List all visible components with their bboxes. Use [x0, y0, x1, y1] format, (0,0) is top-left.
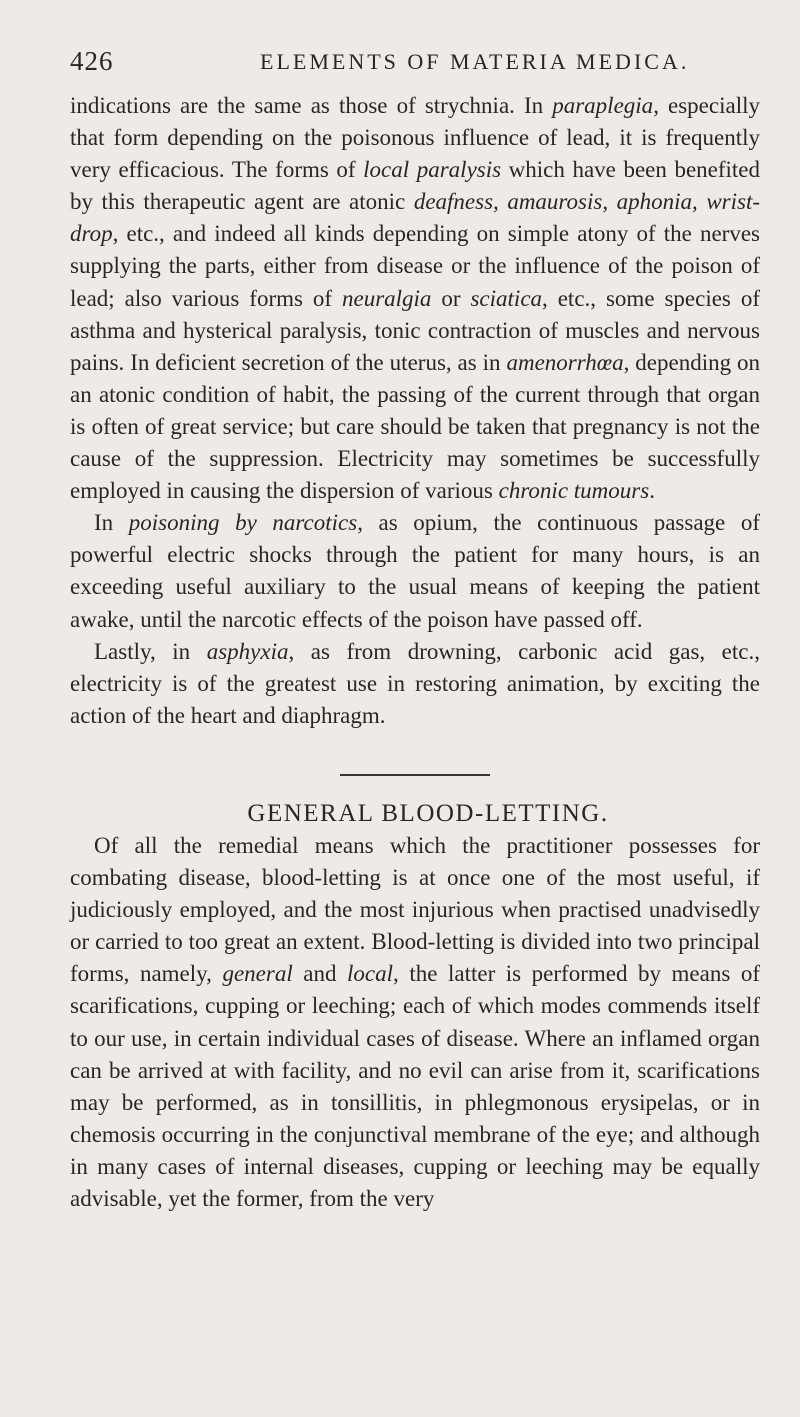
section-heading: GENERAL BLOOD-LETTING. — [247, 799, 609, 827]
text-run: In — [94, 510, 129, 536]
italic-term: chronic tumours — [498, 478, 650, 504]
text-run: , as from drowning, carbonic acid gas, etc., electricity is of the greatest use in restoring animation, by exciting the action of the heart and diaphragm. — [70, 638, 760, 728]
running-head — [70, 46, 760, 76]
italic-term: neuralgia — [341, 285, 432, 311]
text-run: Of all the remedial means which the practitioner possesses for combating disease, blood-letting is at once one of the most useful, if judiciously employed, and the most injurious when practised unadvisedly or carried to too great an extent. Blood-letting is divided into two principal forms, namely, — [70, 832, 760, 987]
text-run: , depending on an atonic condition of habit, the passing of the current through that organ is often of great service; but care should be taken that pregnancy is not the cause of the suppression. Electricity may sometimes be successfully employed in causing the dispersion of various — [70, 349, 760, 504]
text-run: . — [649, 478, 655, 504]
text-run: which have been benefited by this therapeutic agent are atonic — [70, 157, 761, 215]
italic-term: local paralysis — [363, 157, 502, 183]
text-run: and — [292, 961, 348, 987]
italic-term: local — [347, 961, 394, 987]
paragraph-electricity-indications — [70, 90, 760, 507]
italic-term: general — [222, 961, 293, 987]
italic-term: amenorrhœa — [506, 349, 624, 375]
italic-term: paraplegia — [552, 93, 654, 118]
italic-term: poisoning by narcotics — [128, 510, 358, 536]
text-run: , etc., and indeed all kinds depending on simple atony of the nerves supplying the parts, either from disease or the influence of the poison of lead; also various forms of — [70, 221, 760, 311]
italic-term: sciatica — [470, 285, 543, 311]
text-run: , as opium, the continuous passage of powerful electric shocks through the patient for many hours, is an exceeding useful auxiliary to the usual means of keeping the patient awake, until the narcotic effects of the poison have passed off. — [70, 510, 760, 632]
text-run: , the latter is performed by means of scarifications, cupping or leeching; each of which modes commends itself to our use, in certain individual cases of disease. Where an inflamed organ can be arrived at with facility, and no evil can arise from it, scarifications may be performed, as in tonsillitis, in phlegmonous erysipelas, or in chemosis occurring in the conjunctival membrane of the eye; and although in many cases of internal diseases, cupping or leeching may be equally advisable, yet the former, from the very — [70, 961, 761, 1211]
text-run: indications are the same as those of strychnia. In — [70, 93, 553, 118]
paragraph-blood-letting — [70, 830, 760, 1215]
text-run: , especially that form depending on the poisonous influence of lead, it is frequently very efficacious. The forms of — [70, 93, 760, 183]
italic-term: asphyxia — [206, 638, 289, 664]
italic-term: deafness, amaurosis, aphonia, wrist-drop — [70, 189, 761, 247]
paragraph-asphyxia — [70, 636, 760, 732]
section-divider — [340, 774, 490, 776]
text-run: , etc., some species of asthma and hysterical paralysis, tonic contraction of muscles and nervous pains. In deficient secretion of the uterus, as in — [70, 285, 760, 375]
text-run: or — [431, 285, 471, 311]
paragraph-narcotic-poisoning — [70, 507, 760, 635]
page-number: 426 — [70, 46, 114, 76]
body-text — [70, 90, 760, 1215]
running-title: ELEMENTS OF MATERIA MEDICA. — [260, 49, 690, 74]
text-run: Lastly, in — [94, 638, 207, 664]
